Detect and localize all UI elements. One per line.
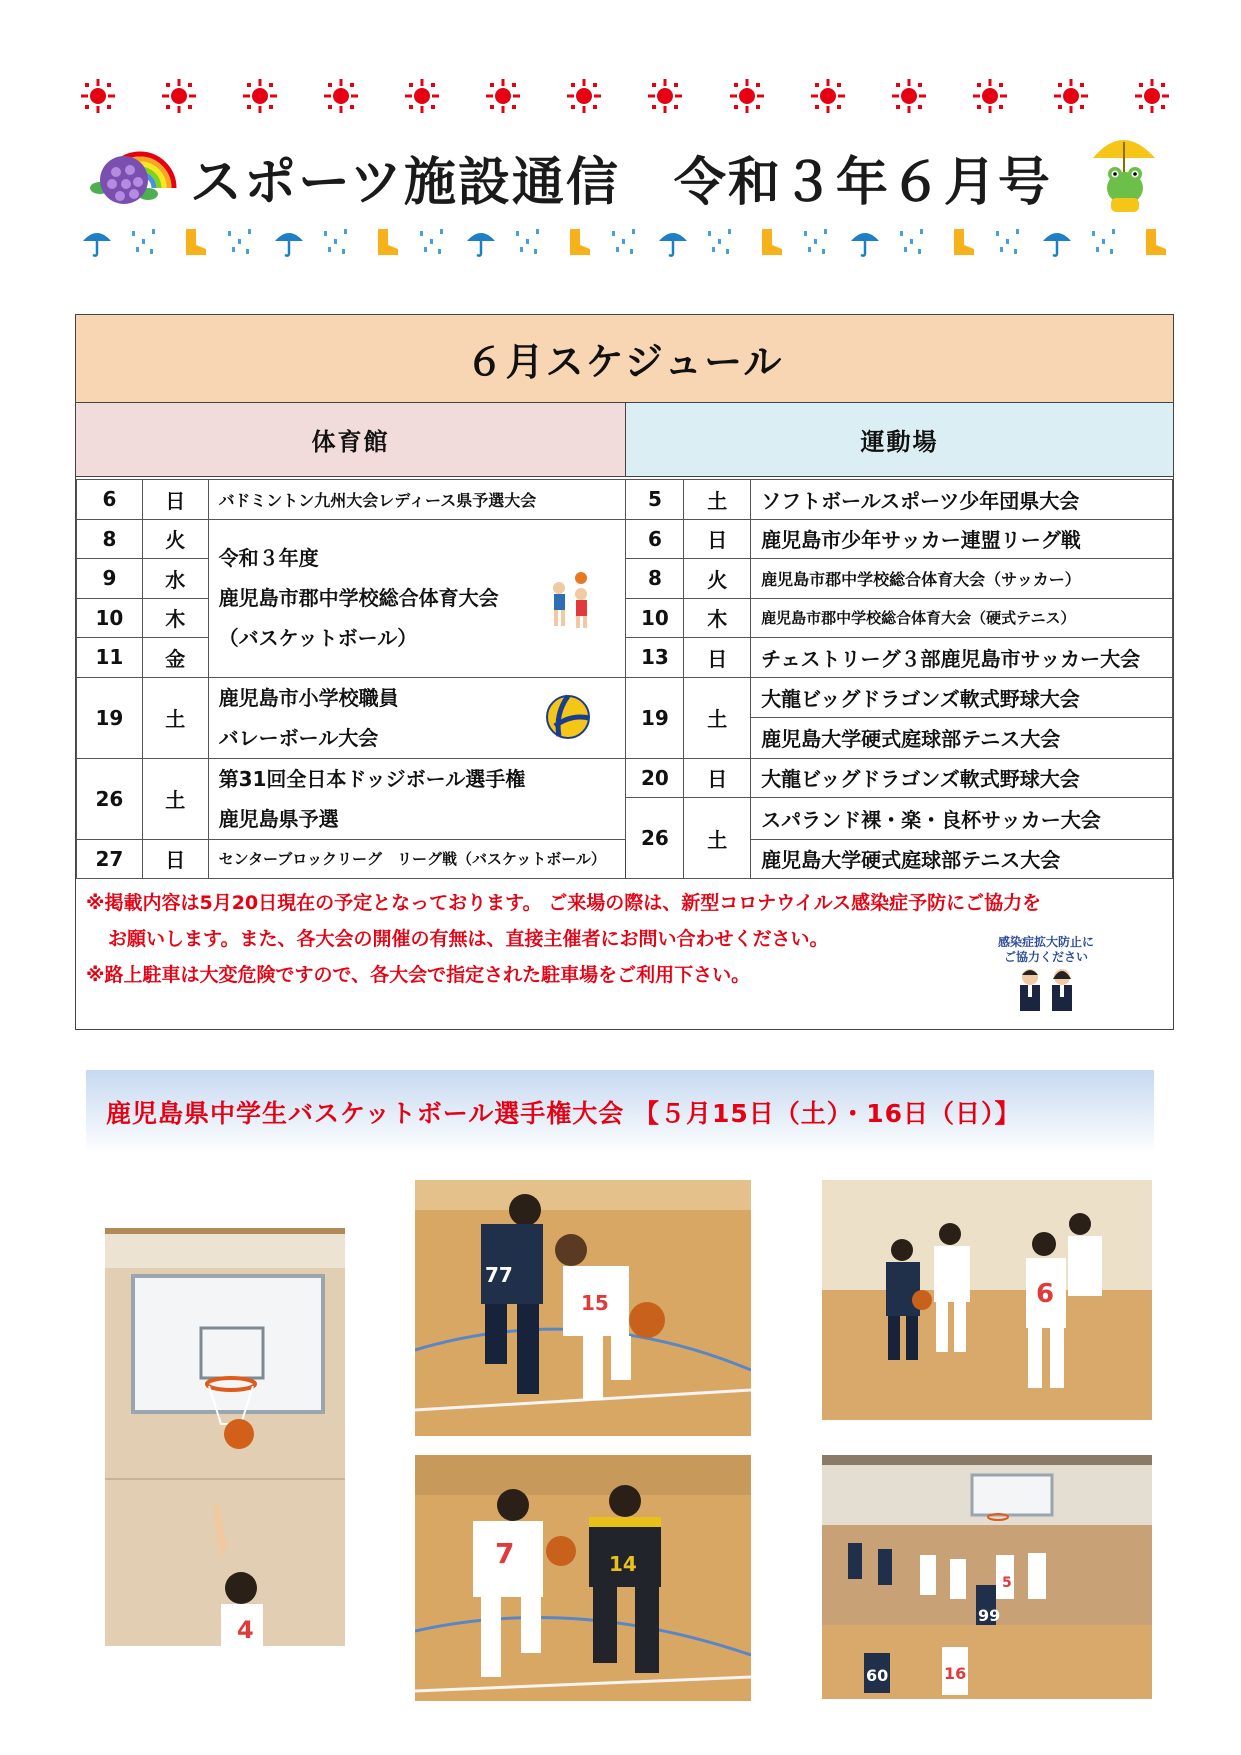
jersey-number: 6	[1036, 1279, 1055, 1309]
gym-weekday: 火	[142, 519, 208, 559]
field-weekday: 日	[684, 638, 751, 678]
rain-boot-icon	[560, 225, 594, 259]
field-event: ソフトボールスポーツ少年団県大会	[751, 480, 1173, 520]
field-weekday: 日	[684, 519, 751, 559]
field-day: 8	[626, 559, 684, 599]
photo-drive	[415, 1455, 751, 1701]
field-event: チェストリーグ３部鹿児島市サッカー大会	[751, 638, 1173, 678]
raindrops-icon	[992, 225, 1026, 259]
field-day: 13	[626, 638, 684, 678]
field-weekday: 土	[684, 798, 751, 879]
venue-header	[76, 403, 1173, 477]
table-row	[77, 519, 1173, 559]
sun-icon	[891, 78, 927, 114]
jersey-number: 16	[944, 1664, 967, 1683]
jersey-number: 77	[485, 1263, 513, 1287]
gym-day: 8	[77, 519, 143, 559]
sun-icon	[729, 78, 765, 114]
gym-weekday: 日	[142, 480, 208, 520]
note-line: お願いします。また、各大会の開催の有無は、直接主催者にお問い合わせください。	[108, 928, 829, 950]
illustration-caption: ご協力ください	[1003, 950, 1088, 964]
umbrella-icon	[1040, 225, 1074, 259]
gym-day: 27	[77, 839, 143, 879]
schedule-box	[75, 314, 1174, 1030]
infection-prevention-illustration	[986, 935, 1106, 1015]
field-event: 大龍ビッグドラゴンズ軟式野球大会	[751, 677, 1173, 718]
sun-border-top	[80, 78, 1170, 118]
basketball-banner: 鹿児島県中学生バスケットボール選手権大会 【５月15日（土）・16日（日）】	[86, 1070, 1154, 1154]
basketball-players-icon	[541, 570, 599, 632]
gym-day: 6	[77, 480, 143, 520]
field-event: 大龍ビッグドラゴンズ軟式野球大会	[751, 758, 1173, 798]
photo-wide-court	[822, 1455, 1152, 1699]
field-day: 26	[626, 798, 684, 879]
sun-icon	[566, 78, 602, 114]
sun-icon	[810, 78, 846, 114]
jersey-number: 60	[866, 1666, 889, 1685]
jersey-number: 7	[495, 1537, 515, 1570]
field-day: 6	[626, 519, 684, 559]
rain-border	[80, 222, 1170, 262]
note-line: ※掲載内容は5月20日現在の予定となっております。 ご来場の際は、新型コロナウイルス感染症予防にご協力を	[86, 892, 1042, 914]
umbrella-icon	[80, 225, 114, 259]
raindrops-icon	[512, 225, 546, 259]
raindrops-icon	[896, 225, 930, 259]
field-event: 鹿児島大学硬式庭球部テニス大会	[751, 839, 1173, 879]
photo-dribble-duel	[415, 1180, 751, 1436]
gym-event-line: バレーボール大会	[218, 725, 379, 750]
field-day: 19	[626, 677, 684, 758]
gym-event-line: 鹿児島市小学校職員	[218, 685, 399, 710]
umbrella-icon	[272, 225, 306, 259]
schedule-title: ６月スケジュール	[76, 315, 1173, 403]
gym-event-block	[208, 677, 626, 758]
gym-weekday: 土	[142, 677, 208, 758]
gym-weekday: 金	[142, 638, 208, 678]
staff-bowing-icon	[986, 965, 1106, 1015]
jersey-number: 14	[609, 1552, 637, 1576]
raindrops-icon	[1088, 225, 1122, 259]
field-weekday: 土	[684, 677, 751, 758]
gym-event-line: 鹿児島市郡中学校総合体育大会	[218, 586, 499, 610]
field-weekday: 木	[684, 598, 751, 638]
gym-heading: 体育館	[76, 403, 626, 476]
rainbow-hydrangea-icon	[86, 128, 178, 212]
sun-icon	[1053, 78, 1089, 114]
table-row	[77, 677, 1173, 718]
table-row	[77, 758, 1173, 798]
frog-umbrella-icon	[1085, 128, 1163, 216]
gym-day: 26	[77, 758, 143, 839]
field-weekday: 火	[684, 559, 751, 599]
raindrops-icon	[704, 225, 738, 259]
field-weekday: 日	[684, 758, 751, 798]
field-event: スパランド裸・楽・良杯サッカー大会	[751, 798, 1173, 840]
umbrella-icon	[848, 225, 882, 259]
sun-icon	[161, 78, 197, 114]
field-event: 鹿児島大学硬式庭球部テニス大会	[751, 718, 1173, 759]
gym-event-block	[208, 519, 626, 677]
table-row	[77, 480, 1173, 520]
rain-boot-icon	[368, 225, 402, 259]
gym-event-line: （バスケットボール）	[218, 626, 418, 650]
illustration-caption: 感染症拡大防止に	[997, 935, 1094, 949]
jersey-number: 99	[978, 1606, 1001, 1625]
field-day: 10	[626, 598, 684, 638]
gym-day: 19	[77, 677, 143, 758]
field-event: 鹿児島市少年サッカー連盟リーグ戦	[751, 519, 1173, 559]
raindrops-icon	[416, 225, 450, 259]
rain-boot-icon	[944, 225, 978, 259]
sun-icon	[972, 78, 1008, 114]
gym-weekday: 土	[142, 758, 208, 839]
gym-weekday: 水	[142, 559, 208, 599]
gym-event-line: 第31回全日本ドッジボール選手権	[218, 766, 526, 791]
field-event: 鹿児島市郡中学校総合体育大会（硬式テニス）	[751, 598, 1173, 638]
gym-day: 9	[77, 559, 143, 599]
field-event: 鹿児島市郡中学校総合体育大会（サッカー）	[751, 559, 1173, 599]
field-weekday: 土	[684, 480, 751, 520]
jersey-number: 5	[1002, 1575, 1012, 1591]
raindrops-icon	[128, 225, 162, 259]
page-title: スポーツ施設通信 令和３年６月号	[190, 153, 1052, 213]
jersey-number: 4	[237, 1616, 254, 1644]
sun-icon	[80, 78, 116, 114]
gym-event-line: 令和３年度	[218, 546, 319, 570]
umbrella-icon	[656, 225, 690, 259]
jersey-number: 15	[581, 1291, 609, 1315]
rain-boot-icon	[1136, 225, 1170, 259]
field-day: 5	[626, 480, 684, 520]
photo-team-play	[822, 1180, 1152, 1420]
sun-icon	[323, 78, 359, 114]
gym-day: 10	[77, 598, 143, 638]
note-line: ※路上駐車は大変危険ですので、各大会で指定された駐車場をご利用下さい。	[86, 964, 751, 986]
sun-icon	[404, 78, 440, 114]
gym-weekday: 木	[142, 598, 208, 638]
raindrops-icon	[320, 225, 354, 259]
umbrella-icon	[464, 225, 498, 259]
gym-event: センターブロックリーグ リーグ戦（バスケットボール）	[208, 839, 626, 879]
table-row	[77, 839, 1173, 879]
field-heading: 運動場	[626, 403, 1173, 476]
gym-event-block	[208, 758, 626, 839]
gym-event: バドミントン九州大会レディース県予選大会	[208, 480, 626, 520]
sun-icon	[242, 78, 278, 114]
sun-icon	[1134, 78, 1170, 114]
volleyball-icon	[545, 694, 591, 740]
raindrops-icon	[608, 225, 642, 259]
raindrops-icon	[800, 225, 834, 259]
rain-boot-icon	[176, 225, 210, 259]
gym-weekday: 日	[142, 839, 208, 879]
schedule-table	[76, 479, 1173, 879]
raindrops-icon	[224, 225, 258, 259]
rain-boot-icon	[752, 225, 786, 259]
gym-event-line: 鹿児島県予選	[218, 806, 339, 831]
photo-hoop-shot	[105, 1228, 345, 1646]
field-day: 20	[626, 758, 684, 798]
sun-icon	[485, 78, 521, 114]
gym-day: 11	[77, 638, 143, 678]
sun-icon	[647, 78, 683, 114]
